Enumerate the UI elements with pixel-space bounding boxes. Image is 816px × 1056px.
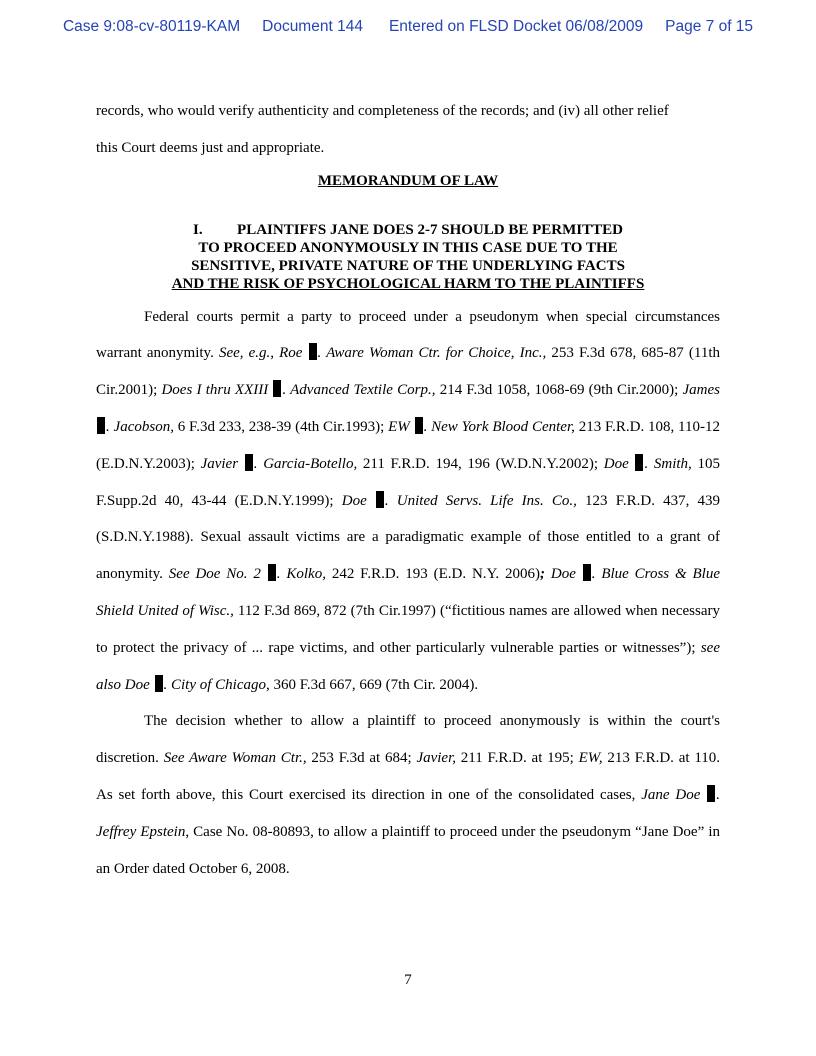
- memorandum-title: MEMORANDUM OF LAW: [317, 172, 499, 189]
- redaction-box: [273, 380, 281, 397]
- redaction-box: [268, 564, 276, 581]
- case-number: Case 9:08-cv-80119-KAM: [62, 18, 241, 35]
- citation: EW,: [578, 750, 603, 767]
- citation: . Smith,: [644, 455, 692, 472]
- citation: Doe: [603, 455, 629, 472]
- citation: James: [682, 382, 720, 399]
- page-number: 7: [404, 972, 412, 988]
- section-number: I.: [193, 221, 203, 238]
- paragraph-federal-courts: Federal courts permit a party to proceed under a pseudonym when special circumstances warrant anonymity. See, e.g., Roe . Aware Woman Ctr. for Choice, Inc., 253 F.3d 678, 685-87 (11th Cir.2001); Does I thru XXIII . Advanced Textile Corp., 214 F.3d 1058, 1068-69 (9th Cir.2000); James . Jacobson, 6 F.3d 233, 238-39 (4th Cir.1993); EW . New York Blood Center, 213 F.R.D. 108, 110-12 (E.D.N.Y.2003); Javier . Garcia-Botello, 211 F.R.D. 194, 196 (W.D.N.Y.2002); Doe . Smith, 105 F.Supp.2d 40, 43-44 (E.D.N.Y.1999); Doe . United Servs. Life Ins. Co., 123 F.R.D. 437, 439 (S.D.N.Y.1988). Sexual assault victims are a paradigmatic example of those entitled to a grant of anonymity. See Doe No. 2 . Kolko, 242 F.R.D. 193 (E.D. N.Y. 2006); Doe . Blue Cross & Blue Shield United of Wisc., 112 F.3d 869, 872 (7th Cir.1997) (“fictitious names are allowed when necessary to protect the privacy of ... rape victims, and other particularly vulnerable parties or witnesses”); see also Doe . City of Chicago, 360 F.3d 667, 669 (7th Cir. 2004).: [96, 308, 720, 693]
- redaction-box: [415, 417, 423, 434]
- citation: . Jacobson,: [106, 418, 174, 435]
- heading-line-4: AND THE RISK OF PSYCHOLOGICAL HARM TO THE PLAINTIFFS: [171, 275, 645, 292]
- citation: . Jeffrey Epstein: [96, 786, 720, 840]
- relief-line-2: this Court deems just and appropriate.: [96, 139, 325, 156]
- citation: . Aware Woman Ctr. for Choice, Inc.,: [317, 345, 547, 362]
- redaction-box: [376, 491, 384, 508]
- citation: Javier: [200, 455, 239, 472]
- redaction-box: [635, 454, 643, 471]
- page-of-total: Page 7 of 15: [665, 18, 754, 35]
- redaction-box: [309, 343, 317, 360]
- citation: . Advanced Textile Corp.,: [282, 382, 436, 399]
- redaction-box: [707, 785, 715, 802]
- section-heading: [96, 205, 720, 299]
- document-body: [96, 93, 720, 887]
- paragraph-relief: [96, 93, 720, 167]
- redaction-box: [155, 675, 163, 692]
- docket-header: [0, 18, 816, 36]
- citation: . Blue Cross & Blue Shield United of Wisc.,: [96, 566, 720, 619]
- heading-line-3: SENSITIVE, PRIVATE NATURE OF THE UNDERLYING FACTS: [191, 257, 625, 274]
- citation: Doe: [341, 492, 367, 509]
- citation: Doe: [545, 566, 576, 583]
- relief-line-1: records, who would verify authenticity and completeness of the records; and (iv) all other relief: [96, 103, 669, 119]
- paragraph-discretion: The decision whether to allow a plaintiff to proceed anonymously is within the court's discretion. See Aware Woman Ctr., 253 F.3d at 684; Javier, 211 F.R.D. at 195; EW, 213 F.R.D. at 110. As set forth above, this Court exercised its direction in one of the consolidated cases, Jane Doe . Jeffrey Epstein, Case No. 08-80893, to allow a plaintiff to proceed under the pseudonym “Jane Doe” in an Order dated October 6, 2008.: [96, 713, 721, 877]
- heading-line-1: PLAINTIFFS JANE DOES 2-7 SHOULD BE PERMITTED: [237, 221, 623, 238]
- redaction-box: [245, 454, 253, 471]
- citation: Does I thru XXIII: [161, 382, 269, 399]
- citation: see also Doe: [96, 639, 720, 693]
- citation: Jane Doe: [641, 786, 701, 803]
- citation: . New York Blood Center,: [423, 418, 575, 435]
- citation: . City of Chicago,: [163, 676, 270, 693]
- citation: Javier,: [416, 750, 457, 767]
- document-number: Document 144: [262, 18, 363, 35]
- citation: See Doe No. 2: [168, 566, 261, 583]
- citation: . Kolko,: [276, 566, 326, 583]
- redaction-box: [97, 417, 105, 434]
- heading-line-2: TO PROCEED ANONYMOUSLY IN THIS CASE DUE TO THE: [198, 239, 618, 256]
- docket-entry: Entered on FLSD Docket 06/08/2009: [388, 18, 644, 35]
- redaction-box: [583, 564, 591, 581]
- citation: See Aware Woman Ctr.,: [163, 750, 307, 767]
- citation: . Garcia-Botello,: [253, 455, 358, 472]
- citation: EW: [388, 418, 410, 435]
- citation: See, e.g., Roe: [218, 345, 303, 362]
- citation: . United Servs. Life Ins. Co.,: [384, 492, 577, 509]
